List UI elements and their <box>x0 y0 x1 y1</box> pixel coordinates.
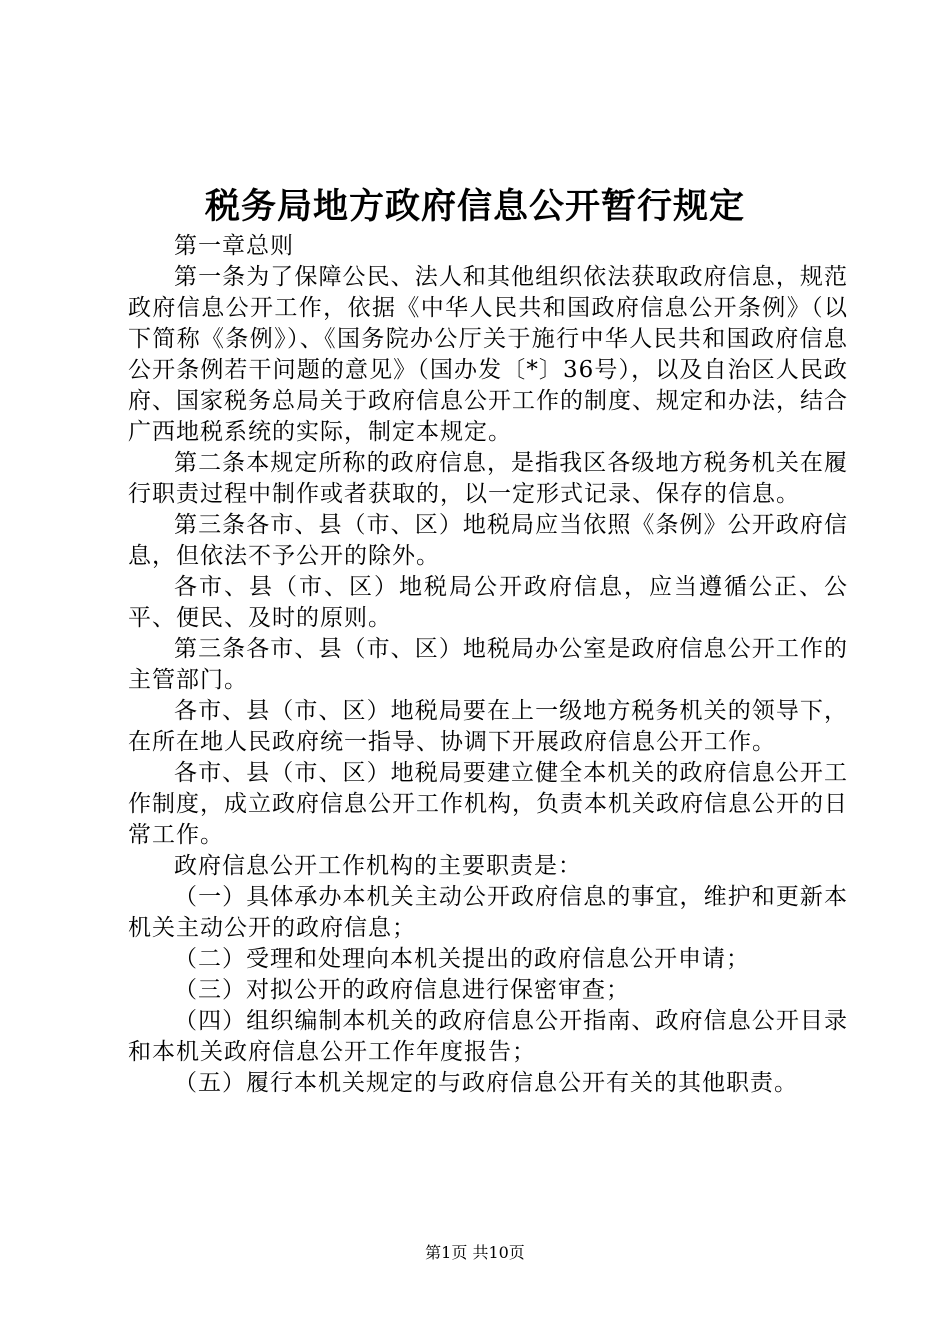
chapter-heading: 第一章总则 <box>174 233 294 259</box>
page-number: 第1页 共10页 <box>425 1243 525 1262</box>
paragraph: 第三条各市、县（市、区）地税局应当依照《条例》公开政府信息，但依法不予公开的除外。 <box>128 512 848 569</box>
paragraph: 各市、县（市、区）地税局公开政府信息，应当遵循公正、公平、便民、及时的原则。 <box>128 574 848 631</box>
list-item: （四）组织编制本机关的政府信息公开指南、政府信息公开目录和本机关政府信息公开工作年度报告； <box>128 1008 848 1065</box>
paragraph: 第三条各市、县（市、区）地税局办公室是政府信息公开工作的主管部门。 <box>128 636 848 693</box>
document-title: 税务局地方政府信息公开暂行规定 <box>204 186 745 227</box>
paragraph: 各市、县（市、区）地税局要建立健全本机关的政府信息公开工作制度，成立政府信息公开工作机构，负责本机关政府信息公开的日常工作。 <box>128 760 848 848</box>
list-item: （五）履行本机关规定的与政府信息公开有关的其他职责。 <box>174 1070 798 1096</box>
paragraph: 第一条为了保障公民、法人和其他组织依法获取政府信息，规范政府信息公开工作，依据《中华人民共和国政府信息公开条例》（以下简称《条例》）、《国务院办公厅关于施行中华人民共和国政府信息公开条例若干问题的意见》（国办发〔*〕36号），以及自治区人民政府、国家税务总局关于政府信息公开工作的制度、规定和办法，结合广西地税系统的实际，制定本规定。 <box>128 264 848 445</box>
document-body <box>128 231 848 1099</box>
paragraph: 政府信息公开工作机构的主要职责是： <box>174 853 582 879</box>
paragraph: 第二条本规定所称的政府信息，是指我区各级地方税务机关在履行职责过程中制作或者获取的，以一定形式记录、保存的信息。 <box>128 450 848 507</box>
list-item: （三）对拟公开的政府信息进行保密审查； <box>174 977 630 1003</box>
list-item: （一）具体承办本机关主动公开政府信息的事宜，维护和更新本机关主动公开的政府信息； <box>128 884 848 941</box>
paragraph: 各市、县（市、区）地税局要在上一级地方税务机关的领导下，在所在地人民政府统一指导、协调下开展政府信息公开工作。 <box>128 698 848 755</box>
list-item: （二）受理和处理向本机关提出的政府信息公开申请； <box>174 946 750 972</box>
